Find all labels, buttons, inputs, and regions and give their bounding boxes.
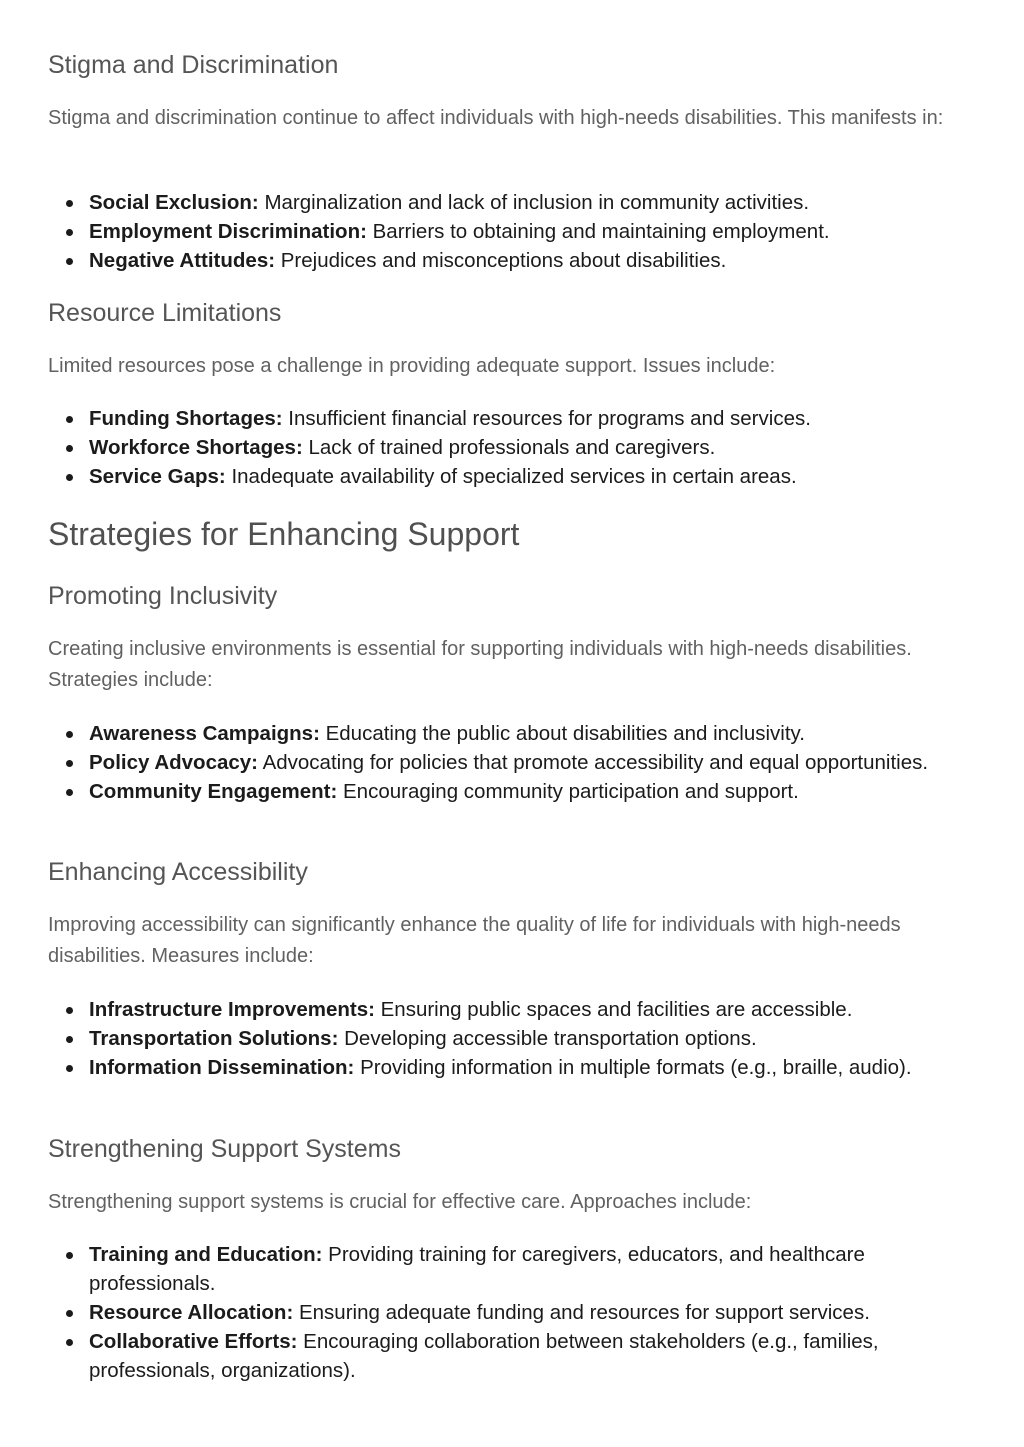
bullet-list-accessibility [48, 995, 976, 1082]
section-intro-support-systems: Strengthening support systems is crucial for effective care. Approaches include: [48, 1191, 752, 1213]
section-heading-stigma: Stigma and Discrimination [48, 51, 339, 79]
section-heading-strategies: Strategies for Enhancing Support [48, 516, 520, 552]
bullet-list-inclusivity [48, 719, 976, 806]
list-item: Training and Education: Providing training for caregivers, educators, and healthcare professionals. [89, 1240, 976, 1298]
list-item: Policy Advocacy: Advocating for policies that promote accessibility and equal opportunities. [89, 748, 976, 777]
bullet-list-stigma [48, 188, 976, 275]
list-item: Community Engagement: Encouraging community participation and support. [89, 777, 976, 806]
list-item: Awareness Campaigns: Educating the public about disabilities and inclusivity. [89, 719, 976, 748]
section-heading-resources: Resource Limitations [48, 299, 282, 327]
list-item: Funding Shortages: Insufficient financial resources for programs and services. [89, 404, 976, 433]
section-heading-support-systems: Strengthening Support Systems [48, 1135, 401, 1163]
list-item: Transportation Solutions: Developing accessible transportation options. [89, 1024, 976, 1053]
section-intro-resources: Limited resources pose a challenge in providing adequate support. Issues include: [48, 355, 776, 377]
list-item: Resource Allocation: Ensuring adequate funding and resources for support services. [89, 1298, 976, 1327]
list-item: Negative Attitudes: Prejudices and misconceptions about disabilities. [89, 246, 976, 275]
bullet-list-support-systems [48, 1240, 976, 1385]
section-intro-accessibility: Improving accessibility can significantly enhance the quality of life for individuals with high-needs disabilities. Measures include: [48, 914, 901, 967]
section-heading-inclusivity: Promoting Inclusivity [48, 582, 278, 610]
bullet-list-resources [48, 404, 976, 491]
list-item: Workforce Shortages: Lack of trained professionals and caregivers. [89, 433, 976, 462]
section-heading-accessibility: Enhancing Accessibility [48, 858, 308, 886]
list-item: Information Dissemination: Providing information in multiple formats (e.g., braille, audio). [89, 1053, 976, 1082]
list-item: Collaborative Efforts: Encouraging collaboration between stakeholders (e.g., families, professionals, organizations). [89, 1327, 976, 1385]
list-item: Social Exclusion: Marginalization and lack of inclusion in community activities. [89, 188, 976, 217]
list-item: Infrastructure Improvements: Ensuring public spaces and facilities are accessible. [89, 995, 976, 1024]
section-intro-inclusivity: Creating inclusive environments is essential for supporting individuals with high-needs disabilities. Strategies include: [48, 638, 912, 691]
list-item: Employment Discrimination: Barriers to obtaining and maintaining employment. [89, 217, 976, 246]
section-intro-stigma: Stigma and discrimination continue to affect individuals with high-needs disabilities. This manifests in: [48, 107, 944, 129]
list-item: Service Gaps: Inadequate availability of specialized services in certain areas. [89, 462, 976, 491]
